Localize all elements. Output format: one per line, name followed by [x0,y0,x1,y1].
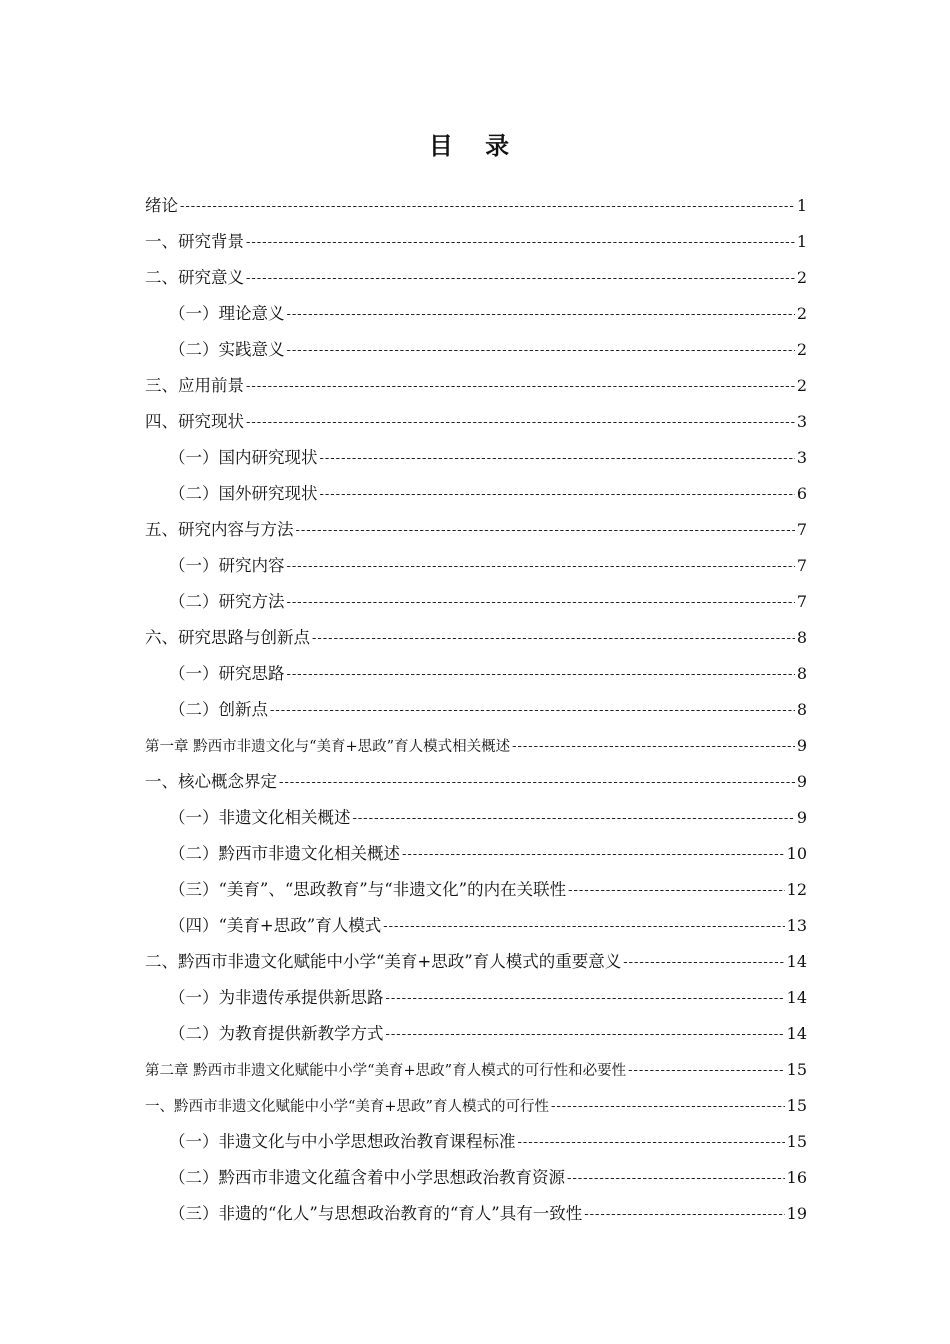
dot-leader [246,405,795,441]
toc-entry-label: （二）国外研究现状 [169,484,318,503]
toc-entry-page: 7 [796,520,807,539]
toc-entry-label: （二）研究方法 [169,592,285,611]
toc-entry-page: 2 [796,376,807,395]
toc-entry-page: 9 [796,772,807,791]
toc-entry[interactable] [145,548,807,584]
toc-entry-page: 15 [786,1132,807,1151]
toc-entry-page: 6 [796,484,807,503]
toc-entry-page: 8 [796,700,807,719]
toc-entry[interactable] [145,188,807,224]
toc-entry-page: 14 [786,952,807,971]
toc-entry[interactable] [145,512,807,548]
toc-entry-label: 四、研究现状 [145,412,244,431]
toc-entry[interactable] [145,476,807,512]
dot-leader [246,261,795,297]
toc-entry-page: 2 [796,340,807,359]
toc-entry-label: 第一章 黔西市非遗文化与“美育+思政”育人模式相关概述 [145,739,511,755]
toc-entry-label: （三）非遗的“化人”与思想政治教育的“育人”具有一致性 [169,1204,583,1223]
toc-entry[interactable] [145,1160,807,1196]
toc-entry[interactable] [145,1052,807,1088]
dot-leader [383,909,784,945]
toc-entry-page: 8 [796,664,807,683]
dot-leader [386,981,785,1017]
dot-leader [246,369,795,405]
toc-entry-label: 第二章 黔西市非遗文化赋能中小学“美育+思政”育人模式的可行性和必要性 [145,1063,627,1079]
toc-entry-page: 9 [796,736,807,755]
dot-leader [353,801,795,837]
toc-entry[interactable] [145,800,807,836]
dot-leader [623,945,784,981]
toc-entry-label: （二）创新点 [169,700,268,719]
page-title: 目 录 [428,132,522,160]
dot-leader [567,1161,785,1197]
toc-entry-label: （二）黔西市非遗文化蕴含着中小学思想政治教育资源 [169,1168,565,1187]
toc-entry-page: 19 [786,1204,807,1223]
toc-entry-label: （一）研究内容 [169,556,285,575]
toc-entry-label: 三、应用前景 [145,376,244,395]
toc-entry[interactable] [145,872,807,908]
toc-entry-page: 14 [786,1024,807,1043]
toc-entry-page: 7 [796,556,807,575]
toc-entry[interactable] [145,980,807,1016]
toc-entry[interactable] [145,404,807,440]
toc-entry-page: 14 [786,988,807,1007]
toc-entry-page: 9 [796,808,807,827]
dot-leader [386,1017,785,1053]
toc-entry-page: 13 [786,916,807,935]
toc-entry[interactable] [145,260,807,296]
toc-entry-page: 8 [796,628,807,647]
toc-entry-page: 2 [796,304,807,323]
toc-entry-label: 二、研究意义 [145,268,244,287]
toc-entry-page: 15 [786,1060,807,1079]
dot-leader [180,189,795,225]
dot-leader [518,1125,785,1161]
toc-entry-label: （四）“美育+思政”育人模式 [169,916,382,935]
dot-leader [568,873,785,909]
toc-entry-label: （一）理论意义 [169,304,285,323]
dot-leader [279,765,795,801]
toc-entry-page: 1 [796,196,807,215]
toc-entry[interactable] [145,1088,807,1124]
dot-leader [628,1053,785,1089]
dot-leader [287,549,795,585]
toc-entry-page: 3 [796,412,807,431]
toc-entry-label: （二）黔西市非遗文化相关概述 [169,844,400,863]
toc-entry-label: 五、研究内容与方法 [145,520,294,539]
toc-entry[interactable] [145,908,807,944]
toc-entry-page: 3 [796,448,807,467]
toc-entry[interactable] [145,944,807,980]
toc-entry-page: 16 [786,1168,807,1187]
toc-entry-label: 绪论 [145,196,178,215]
toc-entry[interactable] [145,728,807,764]
toc-entry[interactable] [145,296,807,332]
toc-entry[interactable] [145,620,807,656]
toc-entry[interactable] [145,584,807,620]
dot-leader [287,585,795,621]
toc-entry[interactable] [145,1196,807,1232]
dot-leader [296,513,795,549]
dot-leader [584,1197,784,1233]
toc-entry-page: 10 [786,844,807,863]
toc-entry-label: （一）研究思路 [169,664,285,683]
toc-entry-label: （一）非遗文化与中小学思想政治教育课程标准 [169,1132,516,1151]
toc-entry[interactable] [145,1016,807,1052]
dot-leader [246,225,795,261]
toc-entry-label: （一）为非遗传承提供新思路 [169,988,384,1007]
toc-entry-page: 7 [796,592,807,611]
dot-leader [551,1089,785,1125]
toc-entry-page: 2 [796,268,807,287]
table-of-contents [145,188,807,1232]
toc-entry[interactable] [145,836,807,872]
dot-leader [270,693,795,729]
toc-entry[interactable] [145,1124,807,1160]
toc-entry[interactable] [145,224,807,260]
toc-entry[interactable] [145,692,807,728]
toc-entry-label: （二）实践意义 [169,340,285,359]
toc-entry-label: 六、研究思路与创新点 [145,628,310,647]
toc-entry-label: 一、研究背景 [145,232,244,251]
toc-entry[interactable] [145,368,807,404]
dot-leader [402,837,785,873]
toc-entry-page: 15 [786,1096,807,1115]
toc-entry[interactable] [145,332,807,368]
dot-leader [512,729,795,765]
dot-leader [287,297,795,333]
toc-entry[interactable] [145,764,807,800]
toc-entry-label: （三）“美育”、“思政教育”与“非遗文化”的内在关联性 [169,880,567,899]
toc-entry[interactable] [145,440,807,476]
toc-entry-page: 1 [796,232,807,251]
dot-leader [287,333,795,369]
toc-entry-label: （二）为教育提供新教学方式 [169,1024,384,1043]
toc-entry-label: 二、黔西市非遗文化赋能中小学“美育+思政”育人模式的重要意义 [145,952,622,971]
toc-entry-label: （一）非遗文化相关概述 [169,808,351,827]
toc-entry-page: 12 [786,880,807,899]
dot-leader [312,621,795,657]
toc-entry-label: （一）国内研究现状 [169,448,318,467]
toc-entry-label: 一、核心概念界定 [145,772,277,791]
toc-entry[interactable] [145,656,807,692]
dot-leader [320,477,795,513]
dot-leader [320,441,795,477]
toc-entry-label: 一、黔西市非遗文化赋能中小学“美育+思政”育人模式的可行性 [145,1099,549,1115]
dot-leader [287,657,795,693]
